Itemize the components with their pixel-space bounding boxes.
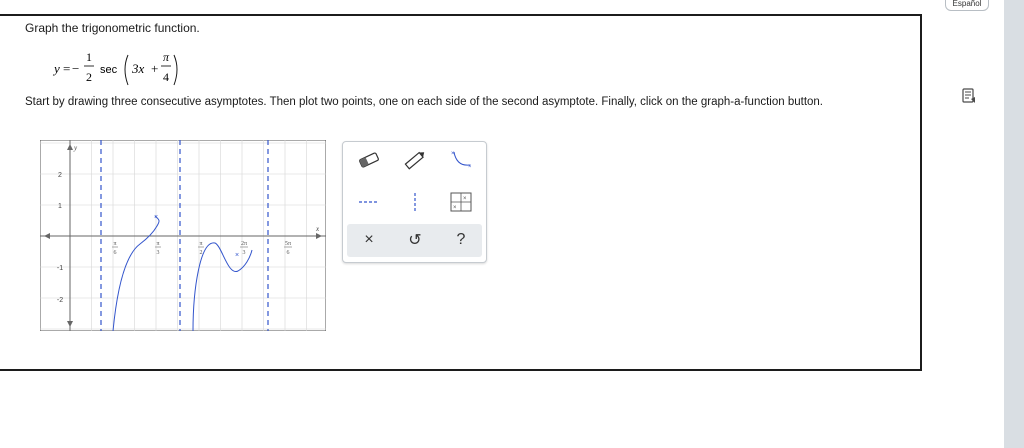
x-tick-num: 5π — [284, 241, 292, 247]
x-tick-num: π — [199, 241, 203, 247]
svg-text:×: × — [451, 151, 455, 157]
y-tick-label: 1 — [58, 203, 62, 210]
graph-toolbox — [342, 141, 487, 263]
svg-text:×: × — [463, 196, 467, 202]
page-scrollbar[interactable] — [1004, 0, 1024, 448]
help-button[interactable]: ? — [456, 231, 466, 248]
eq-inner-left: 3x — [132, 61, 145, 76]
x-tick-den: 6 — [286, 250, 290, 256]
equation — [40, 45, 240, 93]
eq-frac-den: 4 — [163, 70, 169, 84]
x-axis-label: x — [316, 225, 320, 233]
graph-function-tool[interactable] — [443, 146, 479, 174]
x-tick-den: 2 — [199, 250, 203, 256]
clear-button[interactable]: × — [364, 231, 374, 248]
question-instruction: Start by drawing three consecutive asymptotes. Then plot two points, one on each side of the second asymptote. Finally, click on the graph-a-function button. — [25, 96, 823, 108]
vertical-asymptote-tool[interactable] — [397, 188, 433, 216]
text-reader-icon[interactable] — [960, 87, 978, 105]
x-tick-num: π — [113, 241, 117, 247]
x-tick-num: 2π — [240, 241, 248, 247]
plotted-point-marker: × — [154, 214, 159, 221]
undo-button[interactable]: ↺ — [408, 232, 422, 249]
svg-text:×: × — [453, 205, 457, 211]
dashed-line-icon — [356, 191, 382, 213]
x-tick-den: 6 — [113, 250, 117, 256]
question-prompt: Graph the trigonometric function. — [25, 21, 200, 35]
eq-plus: + — [151, 61, 159, 76]
y-tick-label: -1 — [56, 265, 64, 272]
eraser-icon — [356, 149, 382, 171]
y-axis-label: y — [74, 144, 78, 152]
y-tick-label: -2 — [56, 297, 64, 304]
graph-function-icon — [448, 149, 474, 171]
plotted-point-marker: × — [235, 252, 240, 259]
y-tick-label: 2 — [58, 172, 62, 179]
eq-func: sec — [100, 64, 118, 76]
eq-coef-num: 1 — [86, 50, 92, 64]
eq-coef-den: 2 — [86, 70, 92, 84]
x-tick-den: 3 — [242, 250, 246, 256]
eq-lhs: y — [54, 61, 60, 76]
dashed-line-tool[interactable] — [351, 188, 387, 216]
eq-sign: − — [72, 61, 80, 76]
eraser-tool[interactable] — [351, 146, 387, 174]
eq-frac-num: π — [162, 50, 170, 64]
language-button[interactable]: Español — [945, 0, 989, 11]
svg-text:×: × — [468, 164, 472, 170]
vertical-asymptote-icon — [402, 191, 428, 213]
toolbox-actions-bar — [347, 224, 482, 257]
graph-canvas[interactable] — [40, 140, 326, 331]
table-icon — [448, 191, 474, 213]
pencil-icon — [402, 149, 428, 171]
eq-equals: = — [63, 61, 71, 76]
x-tick-num: π — [156, 241, 160, 247]
table-tool[interactable] — [443, 188, 479, 216]
pencil-tool[interactable] — [397, 146, 433, 174]
x-tick-den: 3 — [156, 250, 160, 256]
